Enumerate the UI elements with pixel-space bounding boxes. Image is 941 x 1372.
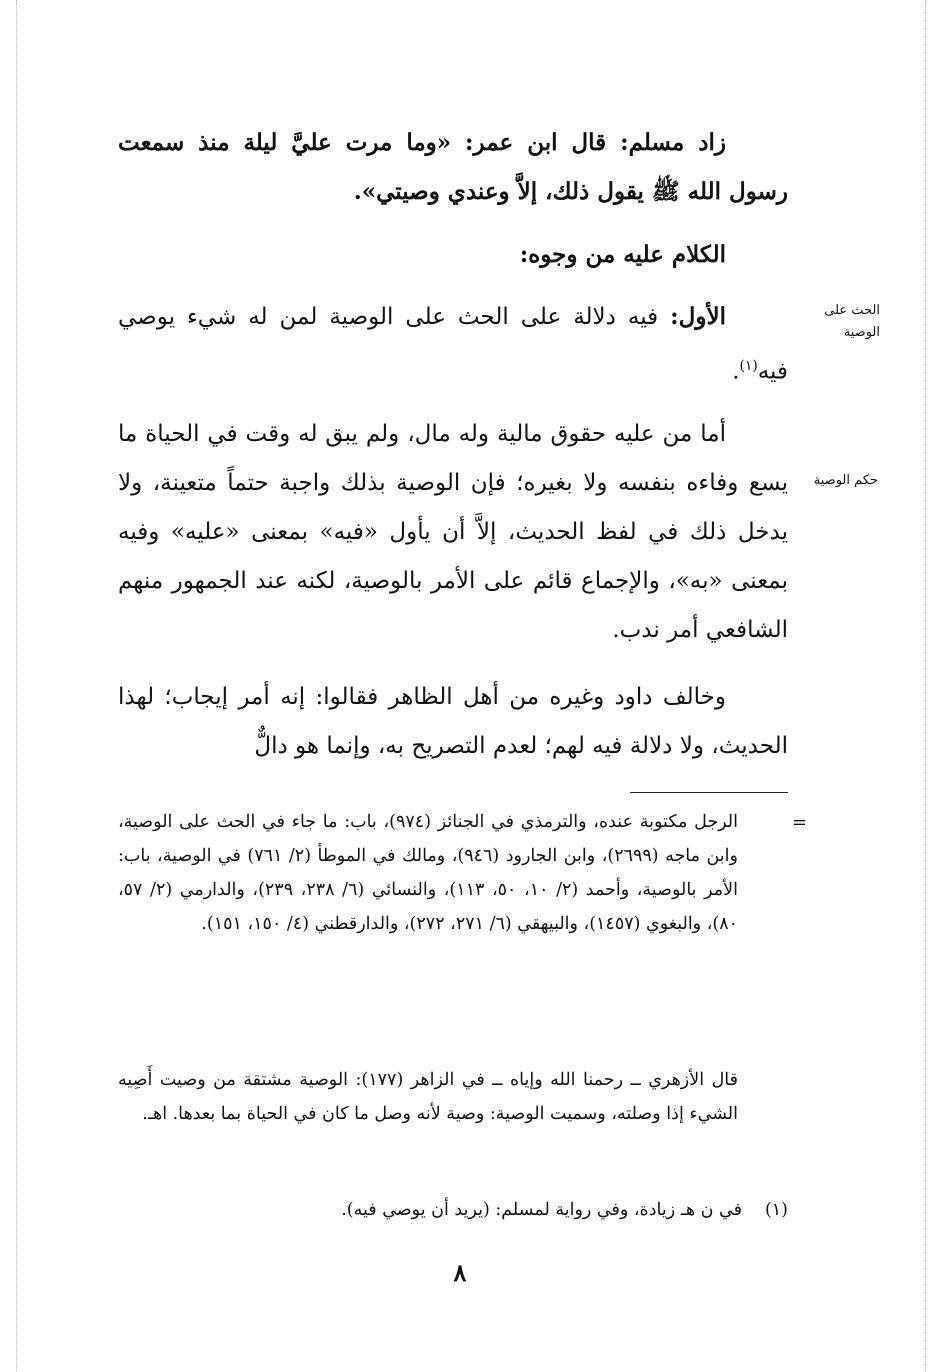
paragraph-first-point [118, 292, 788, 397]
margin-note-line: الحث على [824, 303, 880, 318]
footnote-separator [630, 792, 788, 793]
footnote-1 [118, 1193, 788, 1227]
page-number: ٨ [453, 1258, 467, 1287]
margin-note-exhortation [800, 300, 880, 344]
margin-note-ruling: حكم الوصية [813, 473, 878, 488]
point-text: فيه دلالة على الحث على الوصية لمن له شيء يوصي فيه [118, 304, 788, 385]
paragraph-dawud-opinion: وخالف داود وغيره من أهل الظاهر فقالوا: إنه أمر إيجاب؛ لهذا الحديث، ولا دلالة فيه لهم؛ لعدم التصريح به، وإنما هو دالٌّ [118, 684, 788, 759]
footnote-1-number: (١) [764, 1200, 788, 1220]
section-heading: الكلام عليه من وجوه: [519, 241, 726, 268]
point-end: . [732, 358, 740, 385]
footnote-continuation-marker: = [792, 812, 808, 833]
footnote-azhari: قال الأزهري ــ رحمنا الله وإياه ــ في الزاهر (١٧٧): الوصية مشتقة من وصيت أَصِيه الشيء إذا وصلته، وسميت الوصية: وصية لأنه وصل ما كان في الحياة بما بعدها. اهـ. [118, 1070, 738, 1124]
footnote-ref-1: (١) [739, 358, 758, 374]
paragraph-obligation: أما من عليه حقوق مالية وله مال، ولم يبق له وقت في الحياة ما يسع وفاءه بنفسه ولا بغيره؛ فإن الوصية بذلك واجبة حتماً متعينة، ولا يدخل ذلك في لفظ الحديث، إلاَّ أن يأول «فيه» بمعنى «عليه» وفيه بمعنى «به»، والإجماع قائم على الأمر بالوصية، لكنه عند الجمهور منهم الشافعي أمر ندب. [118, 421, 788, 643]
paragraph-muslim-addition: زاد مسلم: قال ابن عمر: «وما مرت عليَّ ليلة منذ سمعت رسول الله ﷺ يقول ذلك، إلاَّ وعندي وصيتي». [118, 129, 788, 205]
scan-edge-right [925, 0, 927, 1372]
point-label: الأول: [670, 303, 726, 330]
footnote-continuation: الرجل مكتوبة عنده، والترمذي في الجنائز (٩٧٤)، باب: ما جاء في الحث على الوصية، وابن ماجه (٢٦٩٩)، وابن الجارود (٩٤٦)، ومالك في الموطأ (٢/ ٧٦١) في الوصية، باب: الأمر بالوصية، وأحمد (٢/ ١٠، ٥٠، ١١٣)، والنسائي (٦/ ٢٣٨، ٢٣٩)، والدارمي (٢/ ٥٧، ٨٠)، والبغوي (١٤٥٧)، والبيهقي (٦/ ٢٧١، ٢٧٢)، والدارقطني (٤/ ١٥٠، ١٥١). [118, 812, 738, 934]
margin-note-line: الوصية [843, 325, 880, 340]
footnote-1-text: في ن هـ زيادة، وفي رواية لمسلم: (يريد أن يوصي فيه). [341, 1200, 742, 1220]
scan-edge-left [16, 0, 18, 1372]
